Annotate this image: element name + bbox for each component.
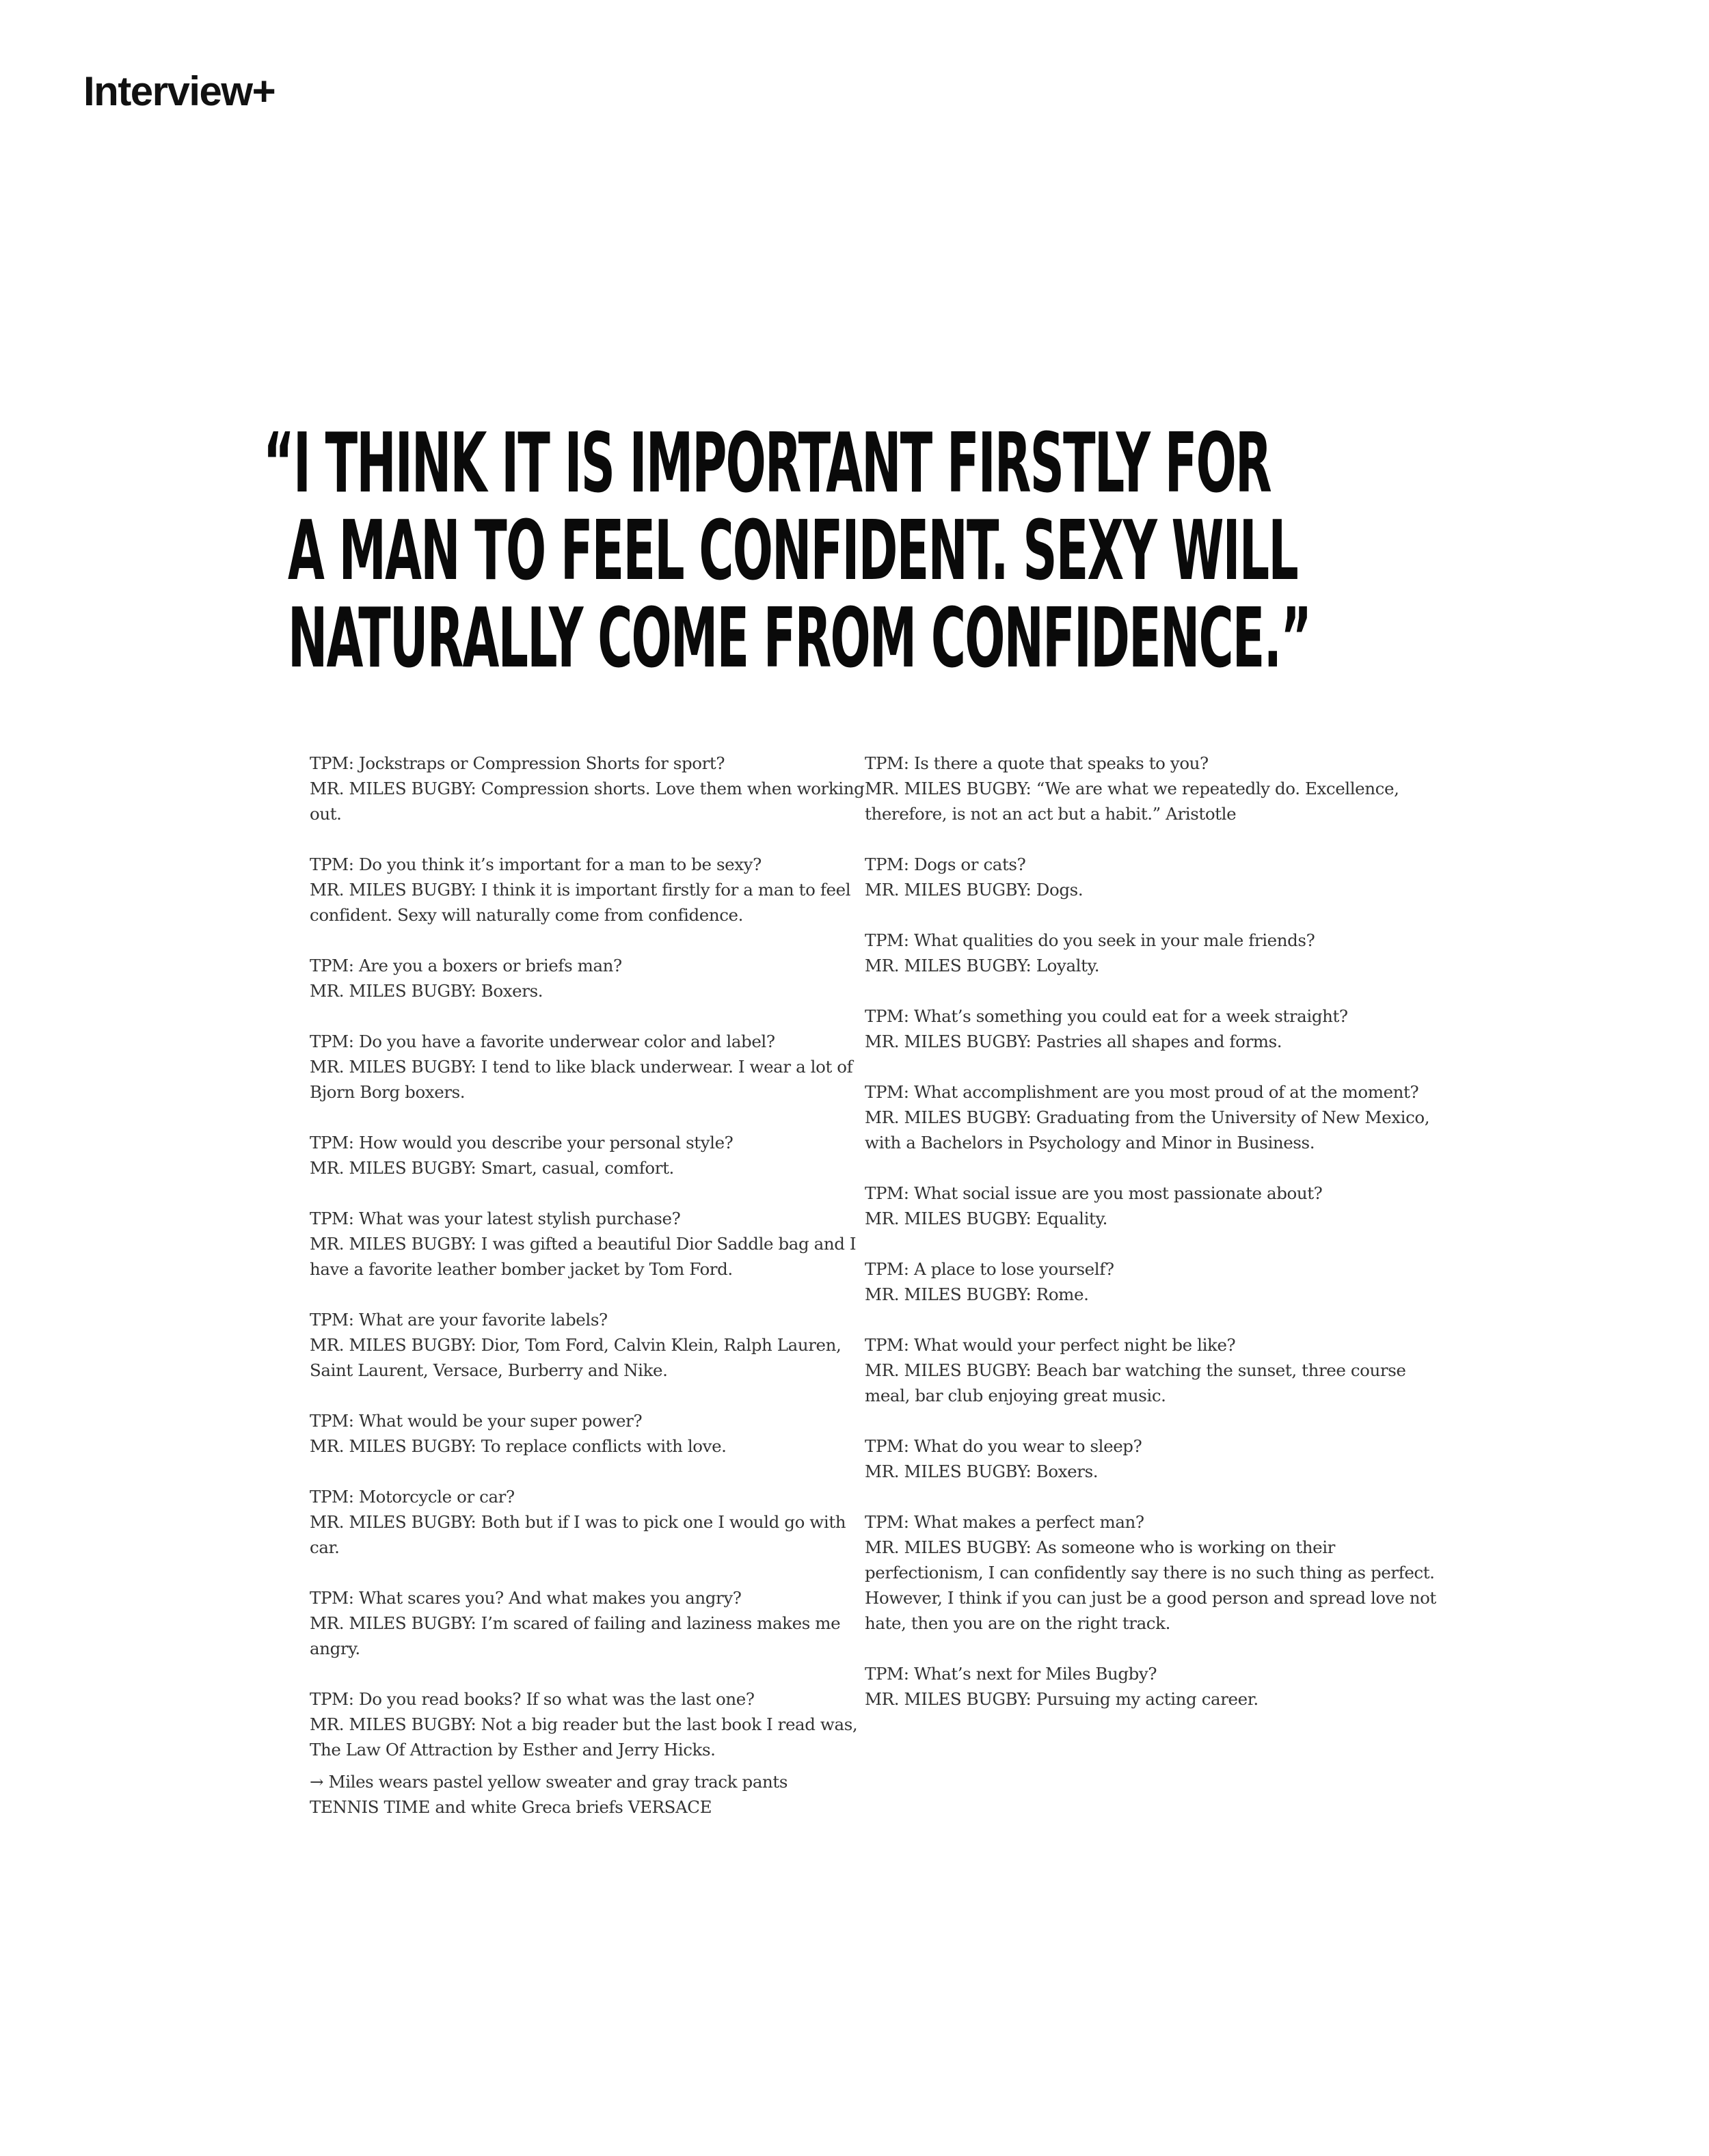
- qa-item: [865, 928, 1453, 978]
- answer: MR. MILES BUGBY: As someone who is working on their perfectionism, I can confidently say there is no such thing as perfect. However, I think if you can just be a good person and spread love not hate, then you are on the right track.: [865, 1537, 1436, 1633]
- answer: MR. MILES BUGBY: I’m scared of failing and laziness makes me angry.: [310, 1613, 841, 1658]
- qa-item: [310, 852, 870, 928]
- qa-item: [865, 1181, 1453, 1231]
- question: TPM: What accomplishment are you most proud of at the moment?: [865, 1082, 1419, 1102]
- answer: MR. MILES BUGBY: Not a big reader but the last book I read was, The Law Of Attraction by Esther and Jerry Hicks.: [310, 1714, 858, 1760]
- answer: MR. MILES BUGBY: Dior, Tom Ford, Calvin Klein, Ralph Lauren, Saint Laurent, Versace, Burberry and Nike.: [310, 1335, 842, 1380]
- answer: MR. MILES BUGBY: Compression shorts. Love them when working out.: [310, 779, 865, 824]
- question: TPM: What was your latest stylish purchase?: [310, 1209, 681, 1228]
- qa-item: [865, 1003, 1453, 1054]
- answer: MR. MILES BUGBY: Beach bar watching the sunset, three course meal, bar club enjoying great music.: [865, 1360, 1406, 1405]
- answer: MR. MILES BUGBY: Boxers.: [865, 1461, 1099, 1481]
- question: TPM: What makes a perfect man?: [865, 1512, 1144, 1532]
- pull-quote-line: NATURALLY COME FROM CONFIDENCE.”: [287, 591, 1311, 686]
- question: TPM: Do you have a favorite underwear color and label?: [310, 1032, 775, 1051]
- qa-item: [310, 1029, 870, 1105]
- qa-item: [310, 953, 870, 1003]
- question: TPM: A place to lose yourself?: [865, 1259, 1114, 1279]
- answer: MR. MILES BUGBY: Smart, casual, comfort.: [310, 1158, 674, 1178]
- question: TPM: Do you think it’s important for a man to be sexy?: [310, 854, 762, 874]
- question: TPM: What’s next for Miles Bugby?: [865, 1664, 1157, 1684]
- question: TPM: Motorcycle or car?: [310, 1487, 515, 1507]
- qa-item: [865, 852, 1453, 902]
- answer: MR. MILES BUGBY: “We are what we repeatedly do. Excellence, therefore, is not an act but a habit.” Aristotle: [865, 779, 1399, 824]
- qa-item: [310, 751, 870, 826]
- qa-item: [310, 1585, 870, 1661]
- photo-credit: [310, 1769, 870, 1820]
- interview-right-column: [865, 751, 1453, 1737]
- pull-quote-line: “I THINK IT IS IMPORTANT FIRSTLY FOR: [263, 416, 1271, 511]
- question: TPM: Jockstraps or Compression Shorts for sport?: [310, 753, 725, 773]
- question: TPM: What’s something you could eat for a week straight?: [865, 1006, 1348, 1026]
- pull-quote: [263, 416, 1425, 686]
- qa-item: [865, 1433, 1453, 1484]
- answer: MR. MILES BUGBY: Loyalty.: [865, 956, 1100, 975]
- section-label: Interview+: [83, 68, 275, 114]
- answer: MR. MILES BUGBY: I think it is important firstly for a man to feel confident. Sexy will naturally come from confidence.: [310, 880, 851, 925]
- answer: MR. MILES BUGBY: To replace conflicts with love.: [310, 1436, 727, 1456]
- question: TPM: Are you a boxers or briefs man?: [310, 956, 622, 975]
- question: TPM: What are your favorite labels?: [310, 1310, 608, 1330]
- qa-item: [865, 1661, 1453, 1712]
- question: TPM: What would your perfect night be like?: [865, 1335, 1236, 1355]
- answer: MR. MILES BUGBY: Pastries all shapes and forms.: [865, 1032, 1282, 1051]
- interview-left-column: [310, 751, 870, 1788]
- credit-line: TENNIS TIME and white Greca briefs VERSACE: [310, 1797, 712, 1817]
- qa-item: [310, 1206, 870, 1282]
- credit-line: → Miles wears pastel yellow sweater and gray track pants: [310, 1772, 788, 1792]
- qa-item: [865, 1509, 1453, 1636]
- qa-item: [865, 1079, 1453, 1155]
- qa-item: [310, 1408, 870, 1459]
- answer: MR. MILES BUGBY: Boxers.: [310, 981, 543, 1001]
- qa-item: [310, 1307, 870, 1383]
- answer: MR. MILES BUGBY: Pursuing my acting career.: [865, 1689, 1259, 1709]
- question: TPM: What qualities do you seek in your male friends?: [865, 930, 1315, 950]
- answer: MR. MILES BUGBY: I was gifted a beautiful Dior Saddle bag and I have a favorite leather bomber jacket by Tom Ford.: [310, 1234, 857, 1279]
- answer: MR. MILES BUGBY: Equality.: [865, 1209, 1108, 1228]
- answer: MR. MILES BUGBY: I tend to like black underwear. I wear a lot of Bjorn Borg boxers.: [310, 1057, 853, 1102]
- question: TPM: What do you wear to sleep?: [865, 1436, 1142, 1456]
- question: TPM: Do you read books? If so what was the last one?: [310, 1689, 755, 1709]
- qa-item: [310, 1130, 870, 1181]
- qa-item: [865, 751, 1453, 826]
- qa-item: [310, 1484, 870, 1560]
- pull-quote-line: A MAN TO FEEL CONFIDENT. SEXY WILL: [287, 504, 1298, 599]
- question: TPM: How would you describe your personal style?: [310, 1133, 734, 1153]
- question: TPM: Is there a quote that speaks to you?: [865, 753, 1209, 773]
- question: TPM: What social issue are you most passionate about?: [865, 1183, 1323, 1203]
- question: TPM: What would be your super power?: [310, 1411, 643, 1431]
- question: TPM: What scares you? And what makes you angry?: [310, 1588, 742, 1608]
- answer: MR. MILES BUGBY: Graduating from the University of New Mexico, with a Bachelors in Psychology and Minor in Business.: [865, 1107, 1430, 1153]
- answer: MR. MILES BUGBY: Both but if I was to pick one I would go with car.: [310, 1512, 846, 1557]
- qa-item: [865, 1256, 1453, 1307]
- question: TPM: Dogs or cats?: [865, 854, 1026, 874]
- qa-item: [865, 1332, 1453, 1408]
- qa-item: [310, 1686, 870, 1762]
- answer: MR. MILES BUGBY: Dogs.: [865, 880, 1084, 900]
- answer: MR. MILES BUGBY: Rome.: [865, 1284, 1089, 1304]
